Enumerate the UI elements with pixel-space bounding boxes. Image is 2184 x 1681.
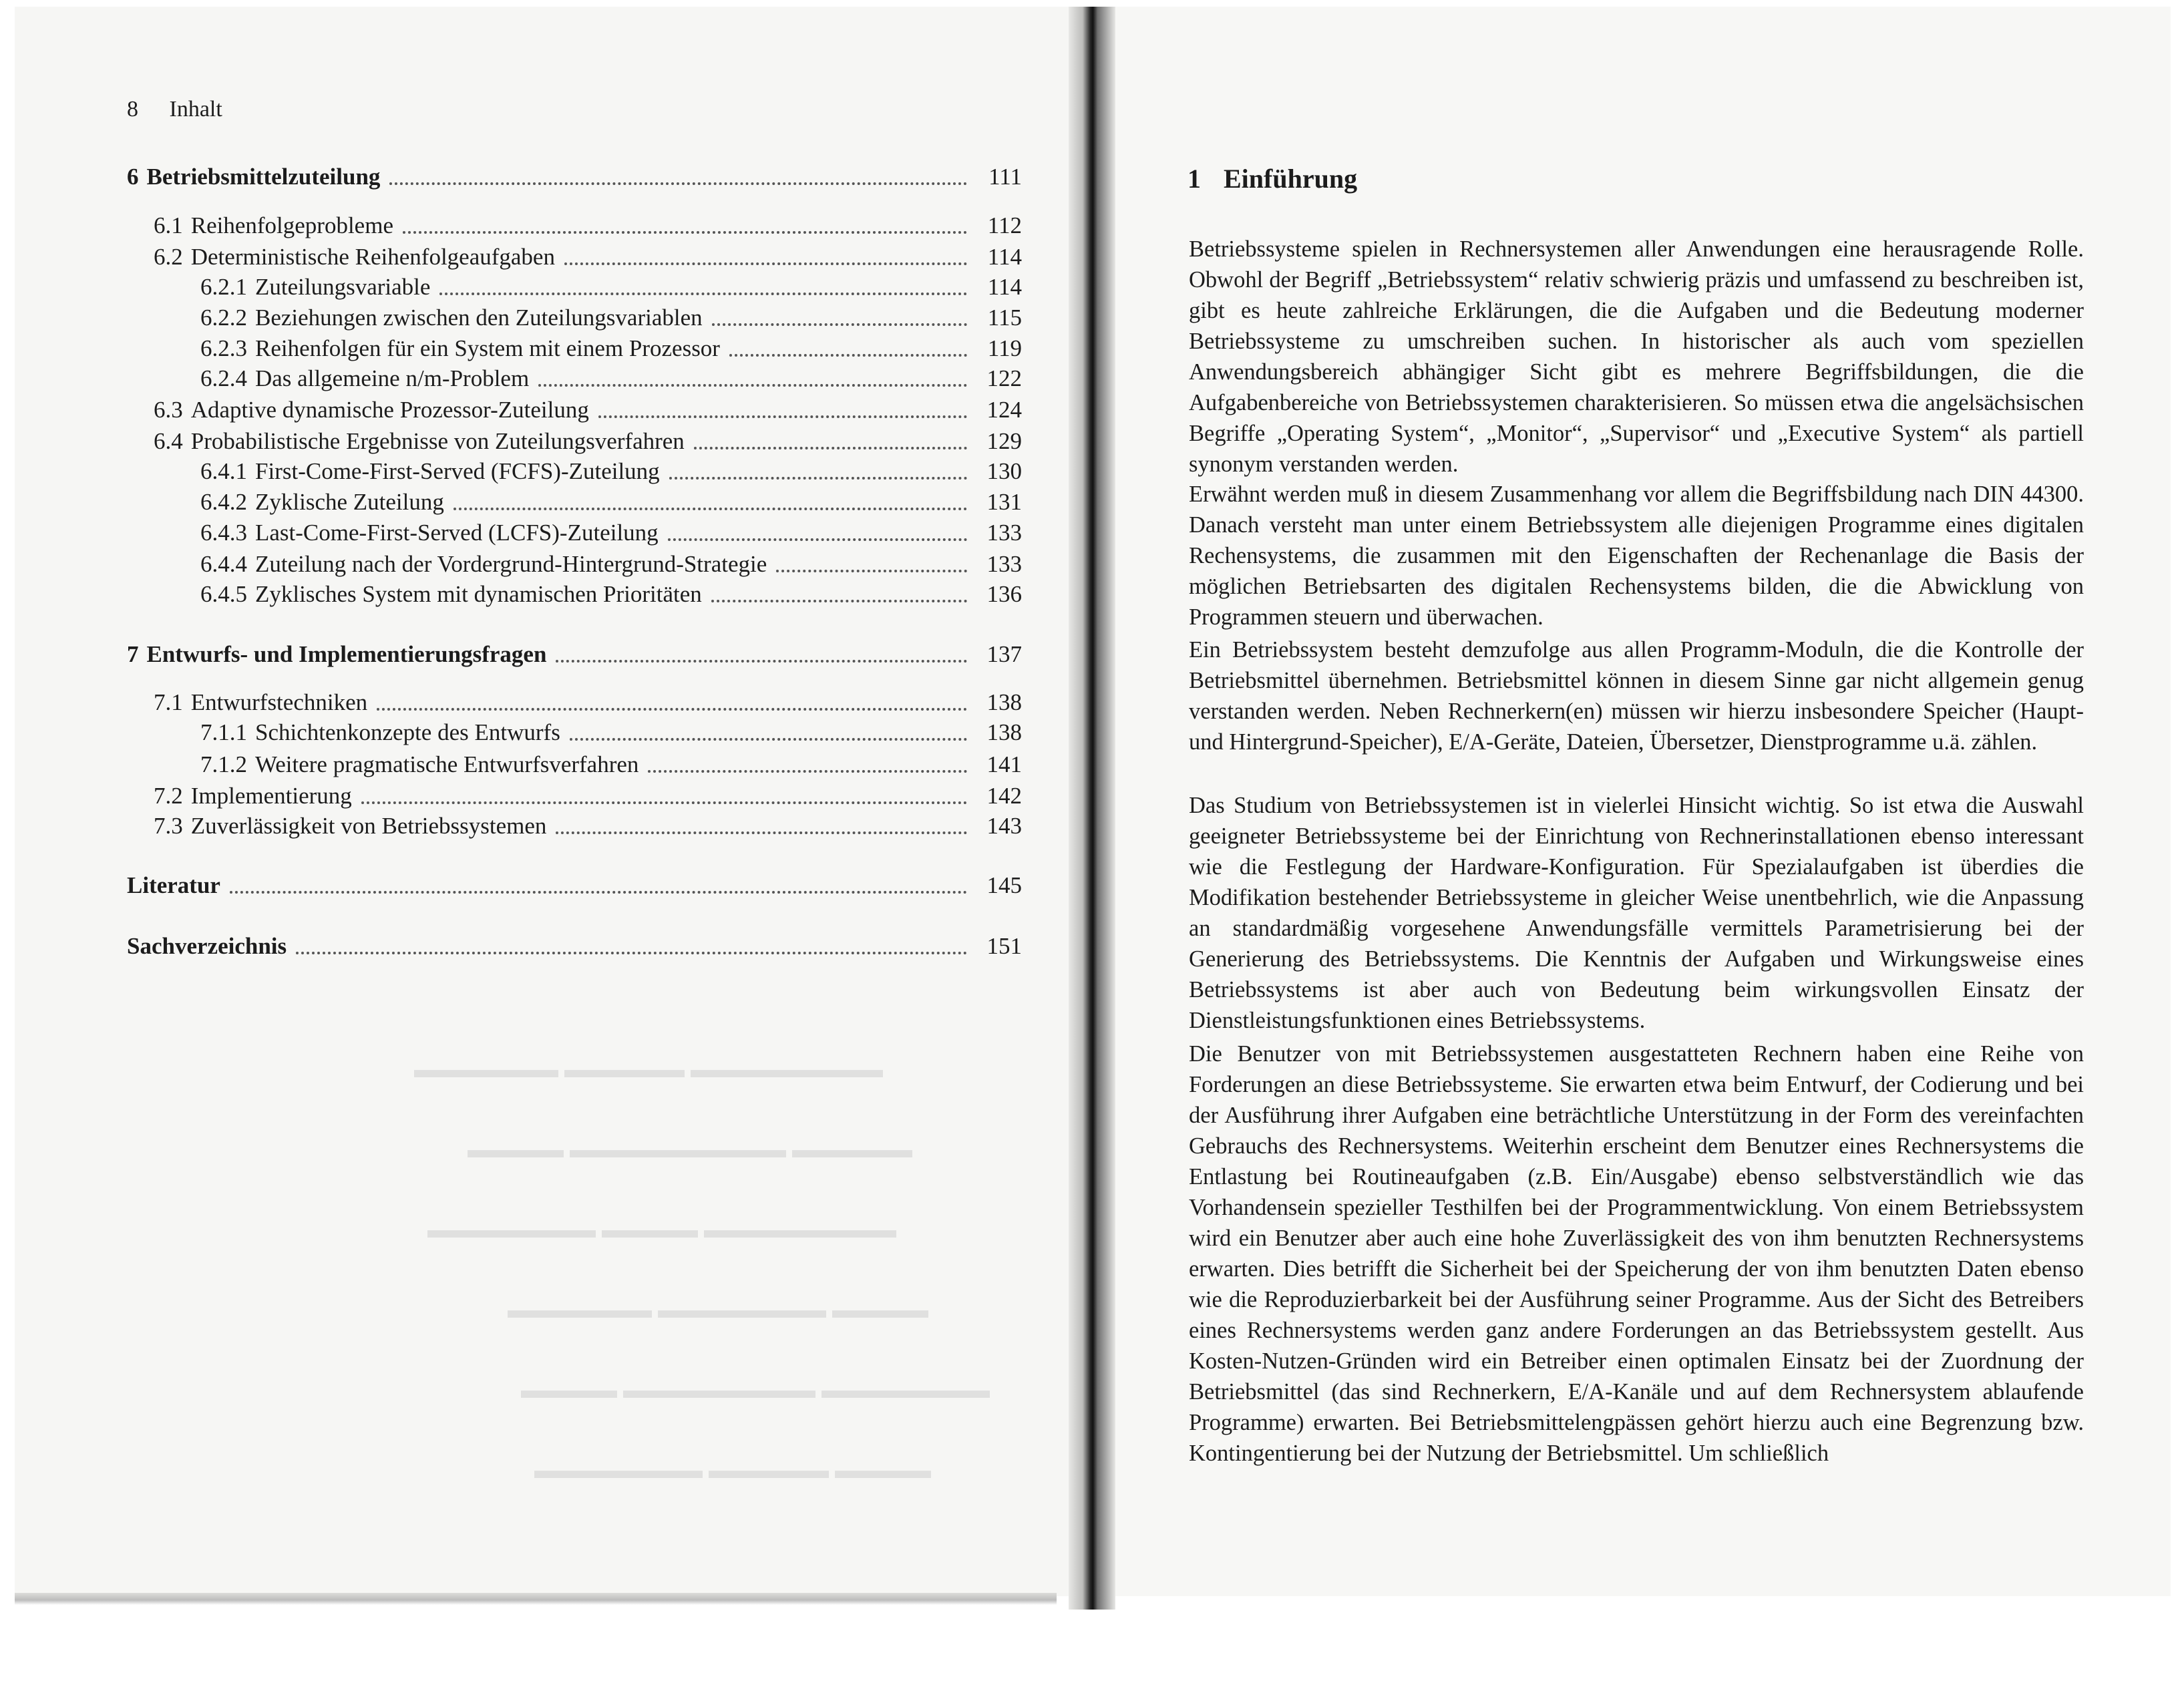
toc-title: Zuteilungsvariable	[255, 274, 431, 300]
toc-title: Zyklisches System mit dynamischen Prioritäten	[255, 581, 702, 607]
toc-section-entry	[154, 813, 1022, 839]
toc-page-number: 137	[986, 641, 1022, 667]
toc-page-number: 131	[986, 489, 1022, 515]
toc-page-number: 142	[986, 783, 1022, 809]
toc-title: Betriebsmittelzuteilung	[146, 164, 381, 190]
toc-number: 6.2.3	[200, 335, 247, 361]
toc-section-entry	[154, 244, 1022, 270]
running-head-title: Inhalt	[169, 97, 222, 122]
toc-number: 7.1.2	[200, 751, 247, 777]
toc-page-number: 130	[986, 458, 1022, 484]
dot-leader	[598, 415, 967, 418]
dot-leader	[296, 952, 967, 954]
toc-number: 6.4.3	[200, 520, 247, 546]
toc-title: Zyklische Zuteilung	[255, 489, 444, 515]
toc-section-entry	[154, 212, 1022, 239]
toc-title: Probabilistische Ergebnisse von Zuteilungsverfahren	[190, 428, 685, 454]
toc-section-entry	[200, 719, 1022, 746]
toc-number: 6.4.1	[200, 458, 247, 484]
toc-page-number: 136	[986, 581, 1022, 607]
toc-section-entry	[154, 428, 1022, 455]
dot-leader	[712, 323, 967, 326]
toc-title: Implementierung	[190, 783, 352, 809]
toc-page-number: 143	[986, 813, 1022, 839]
body-paragraph: Die Benutzer von mit Betriebssystemen ausgestatteten Rechnern haben eine Reihe von Forderungen an diese Betriebssysteme. Sie erwarten etwa beim Entwurf, der Codierung und bei der Ausführung ihrer Aufgaben eine beträchtliche Unterstützung in der Form des vereinfachten Gebrauchs des Rechnersystems. Weiterhin erscheint dem Benutzer eines Rechnersystems die Entlastung bei Routineaufgaben (z.B. Ein/Ausgabe) ebenso selbstverständlich wie das Vorhandensein spezieller Testhilfen bei der Programmentwicklung. Von einem Betriebssystem wird ein Benutzer aber auch eine hohe Zuverlässigkeit des von ihm benutzten Rechnersystems erwarten. Dies betrifft die Sicherheit bei der Speicherung der von ihm benutzten Daten ebenso wie die Reproduzierbarkeit bei der Ausführung seiner Programme. Aus der Sicht des Betreibers eines Rechnersystems werden ganz andere Forderungen an das Betriebssystem gestellt. Aus Kosten-Nutzen-Gründen wird ein Betreiber einen optimalen Einsatz bei der Zuordnung der Betriebsmittel (das sind Rechnerkern, E/A-Kanäle und auf dem Rechnersystem ablaufende Programme) erwarten. Bei Betriebsmittelengpässen gehört hierzu auch eine Begrenzung bzw. Kontingentierung bei der Nutzung der Betriebsmittel. Um schließlich	[1189, 1041, 2084, 1466]
toc-number: 6.4.4	[200, 551, 247, 577]
toc-page-number: 111	[988, 164, 1022, 190]
toc-number: 7.2	[154, 783, 183, 809]
toc-title: Literatur	[127, 872, 220, 898]
toc-page-number: 115	[987, 305, 1022, 331]
toc-page-number: 114	[987, 274, 1022, 300]
toc-page-number: 151	[986, 933, 1022, 959]
toc-section-entry	[200, 274, 1022, 301]
toc-number: 6.4	[154, 428, 183, 454]
toc-page-number: 129	[986, 428, 1022, 454]
toc-title: First-Come-First-Served (FCFS)-Zuteilung	[255, 458, 660, 484]
dot-leader	[556, 660, 967, 663]
toc-title: Entwurfs- und Implementierungsfragen	[146, 641, 547, 667]
dot-leader	[694, 447, 967, 449]
dot-leader	[403, 231, 967, 234]
show-through-text: ▬▬▬▬▬▬▬ ▬▬▬▬ ▬▬▬▬▬▬▬▬	[427, 1216, 896, 1243]
toc-section-entry	[154, 783, 1022, 809]
show-through-text: ▬▬▬▬▬▬ ▬▬▬▬▬▬▬ ▬▬▬▬	[508, 1296, 928, 1323]
chapter-title: Einführung	[1224, 164, 1358, 194]
toc-page-number: 133	[986, 551, 1022, 577]
body-paragraph: Das Studium von Betriebssystemen ist in vielerlei Hinsicht wichtig. So ist etwa die Auswahl geeigneter Betriebssysteme bei der Einrichtung von Rechnerinstallationen ebenso interessant wie die Festlegung der Hardware-Konfiguration. Für Spezialaufgaben ist überdies die Modifikation bestehender Betriebssysteme in gleicher Weise unentbehrlich, wie die Anpassung an standardmäßig vorgesehene Anwendungsfälle vermittels Parametrisierung bei der Generierung des Betriebssystems. Die Kenntnis der Aufgaben und Wirkungsweise eines Betriebssystems ist aber auch von Bedeutung beim wirkungsvollen Einsatz der Dienstleistungsfunktionen eines Betriebssystems.	[1189, 793, 2084, 1033]
toc-section-entry	[200, 751, 1022, 778]
toc-number: 6.2.4	[200, 365, 247, 391]
dot-leader	[669, 477, 967, 480]
toc-page-number: 141	[986, 751, 1022, 777]
dot-leader	[377, 708, 967, 711]
toc-number: 7.1.1	[200, 719, 247, 745]
toc-section-entry	[200, 365, 1022, 392]
toc-title: Last-Come-First-Served (LCFS)-Zuteilung	[255, 520, 659, 546]
body-paragraph: Betriebssysteme spielen in Rechnersystemen aller Anwendungen eine herausragende Rolle. Obwohl der Begriff „Betriebssystem“ relativ schwierig präzis und umfassend zu beschreiben ist, gibt es heute zahlreiche Erklärungen, die die Aufgaben und die Bedeutung moderner Betriebssysteme zu umschreiben suchen. In historischer als auch vom speziellen Anwendungsbereich abhängiger Sicht gibt es mehrere Begriffsbildungen, die die Aufgabenbereiche von Betriebssystemen charakterisieren. So müssen etwa die angelsächsischen Begriffe „Operating System“, „Monitor“, „Supervisor“ und „Executive System“ als partiell synonym verstanden werden.	[1189, 236, 2084, 477]
dot-leader	[776, 570, 967, 572]
toc-section-entry	[154, 689, 1022, 716]
toc-page-number: 138	[986, 689, 1022, 715]
body-paragraph: Ein Betriebssystem besteht demzufolge aus allen Programm-Moduln, die die Kontrolle der Betriebsmittel übernehmen. Betriebsmittel können in diesem Sinne gar nicht allgemein genug verstanden werden. Neben Rechnerkern(en) müssen wir hierzu insbesondere Speicher (Haupt- und Hintergrund-Speicher), E/A-Geräte, Dateien, Übersetzer, Dienstprogramme u.ä. zählen.	[1189, 637, 2084, 755]
toc-section-entry	[200, 520, 1022, 546]
dot-leader	[389, 182, 967, 185]
toc-title: Zuverlässigkeit von Betriebssystemen	[190, 813, 547, 839]
toc-section-entry	[154, 397, 1022, 423]
chapter-heading	[1188, 163, 1373, 194]
toc-chapter-entry	[127, 164, 1022, 190]
toc-page-number: 138	[986, 719, 1022, 745]
dot-leader	[230, 891, 967, 894]
show-through-text: ▬▬▬▬ ▬▬▬▬▬▬▬▬▬ ▬▬▬▬▬	[468, 1136, 912, 1163]
show-through-text: ▬▬▬▬ ▬▬▬▬▬▬▬▬ ▬▬▬▬▬▬▬	[521, 1376, 990, 1403]
dot-leader	[570, 738, 967, 741]
toc-title: Weitere pragmatische Entwurfsverfahren	[255, 751, 639, 777]
chapter-number: 1	[1188, 164, 1201, 194]
toc-number: 6.4.5	[200, 581, 247, 607]
toc-number: 7	[127, 641, 139, 667]
dot-leader	[361, 801, 967, 804]
page-edge-shadow	[15, 1593, 1057, 1605]
dot-leader	[711, 600, 967, 602]
toc-title: Reihenfolgeprobleme	[190, 212, 393, 238]
toc-section-entry	[200, 305, 1022, 331]
toc-page-number: 145	[986, 872, 1022, 898]
toc-number: 6.2.1	[200, 274, 247, 300]
toc-title: Zuteilung nach der Vordergrund-Hintergrund-Strategie	[255, 551, 767, 577]
toc-page-number: 133	[986, 520, 1022, 546]
toc-chapter-entry	[127, 641, 1022, 668]
dot-leader	[453, 508, 967, 510]
toc-page-number: 112	[987, 212, 1022, 238]
toc-title: Entwurfstechniken	[190, 689, 368, 715]
toc-title: Schichtenkonzepte des Entwurfs	[255, 719, 560, 745]
toc-number: 6.1	[154, 212, 183, 238]
toc-title: Reihenfolgen für ein System mit einem Prozessor	[255, 335, 720, 361]
toc-title: Beziehungen zwischen den Zuteilungsvariablen	[255, 305, 703, 331]
toc-title: Sachverzeichnis	[127, 933, 287, 959]
toc-page-number: 119	[987, 335, 1022, 361]
toc-section-entry	[200, 551, 1022, 578]
toc-title: Deterministische Reihenfolgeaufgaben	[190, 244, 555, 270]
toc-section-entry	[200, 335, 1022, 362]
toc-title: Adaptive dynamische Prozessor-Zuteilung	[190, 397, 589, 423]
dot-leader	[439, 293, 967, 295]
show-through-text: ▬▬▬▬▬▬ ▬▬▬▬▬ ▬▬▬▬▬▬▬▬	[414, 1056, 883, 1083]
dot-leader	[556, 831, 967, 834]
toc-title: Das allgemeine n/m-Problem	[255, 365, 530, 391]
toc-number: 7.1	[154, 689, 183, 715]
toc-section-entry	[200, 581, 1022, 608]
running-header	[127, 97, 248, 122]
dot-leader	[538, 384, 967, 387]
page-number: 8	[127, 97, 138, 122]
dot-leader	[729, 354, 967, 357]
book-gutter	[1069, 7, 1115, 1610]
dot-leader	[668, 538, 967, 541]
toc-page-number: 124	[986, 397, 1022, 423]
show-through-text: ▬▬▬▬▬▬▬ ▬▬▬▬▬ ▬▬▬▬	[534, 1457, 931, 1483]
dot-leader	[648, 770, 967, 773]
toc-page-number: 114	[987, 244, 1022, 270]
toc-page-number: 122	[986, 365, 1022, 391]
toc-number: 6.2.2	[200, 305, 247, 331]
dot-leader	[564, 262, 967, 265]
toc-section-entry	[200, 489, 1022, 516]
toc-number: 6.3	[154, 397, 183, 423]
toc-number: 6.4.2	[200, 489, 247, 515]
toc-section-entry	[200, 458, 1022, 485]
toc-chapter-entry	[127, 872, 1022, 899]
toc-number: 6	[127, 164, 139, 190]
toc-number: 7.3	[154, 813, 183, 839]
body-paragraph: Erwähnt werden muß in diesem Zusammenhang vor allem die Begriffsbildung nach DIN 44300. Danach versteht man unter einem Betriebssystem alle diejenigen Programme eines digitalen Rechensystems, die zusammen mit den Eigenschaften der Rechenanlage die Basis der möglichen Betriebsarten des digitalen Rechensystems bilden, die die Abwicklung von Programmen steuern und überwachen.	[1189, 482, 2084, 630]
toc-chapter-entry	[127, 933, 1022, 960]
toc-number: 6.2	[154, 244, 183, 270]
